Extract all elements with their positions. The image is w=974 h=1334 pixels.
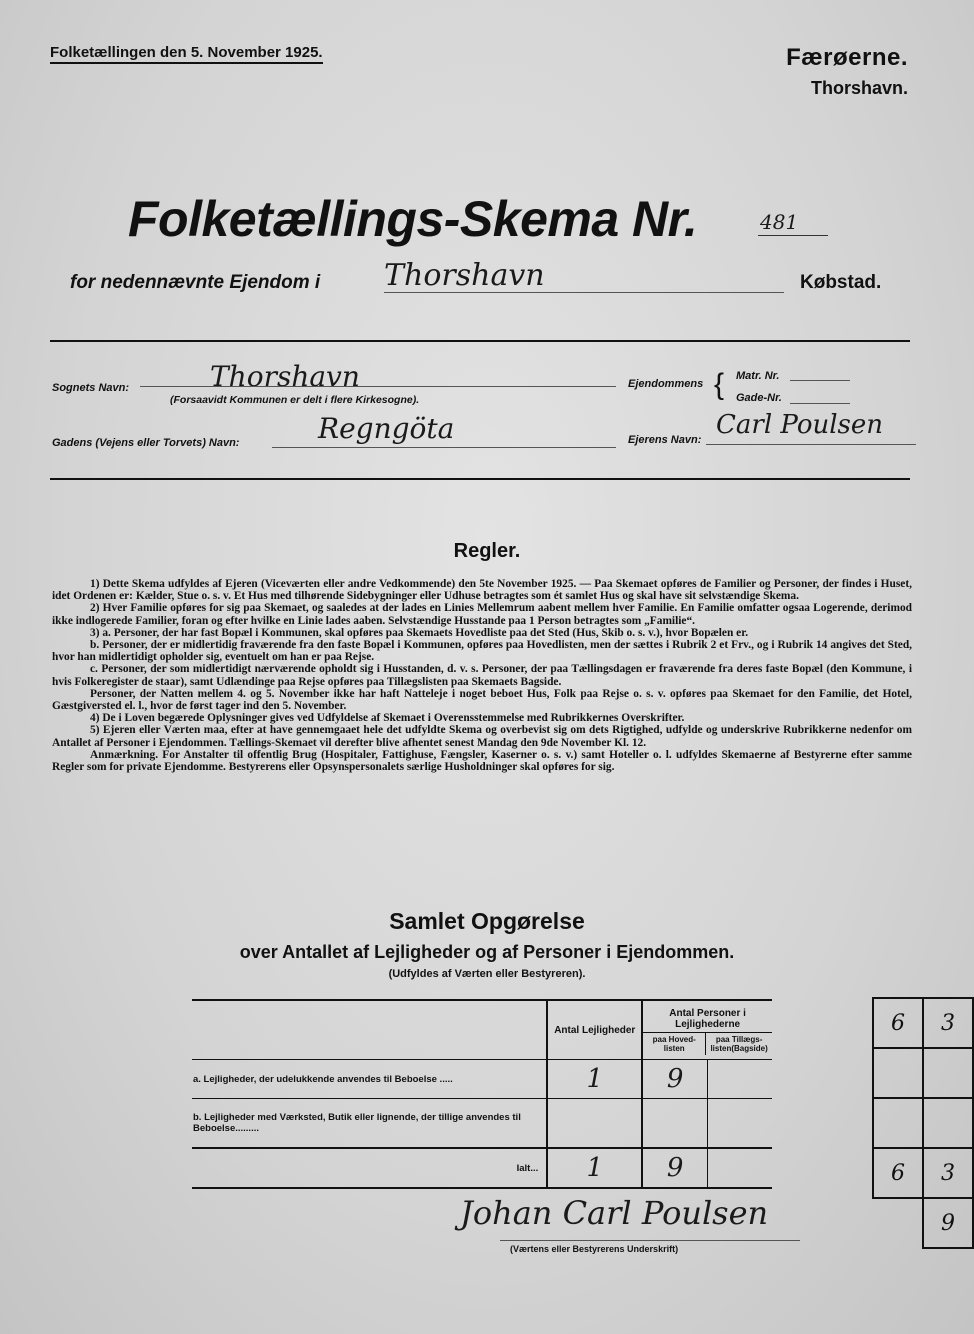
summary-note: (Udfyldes af Værten eller Bestyreren). bbox=[388, 968, 586, 980]
summary-header-empty bbox=[192, 1000, 547, 1060]
col-hovedlisten: paa Hoved-listen bbox=[643, 1033, 706, 1055]
ejendom-label: Ejendommens bbox=[628, 378, 704, 390]
tally-cell bbox=[873, 1098, 923, 1148]
col-tillaeg: paa Tillægs-listen(Bagside) bbox=[710, 1034, 768, 1053]
gade-label: Gadens (Vejens eller Torvets) Navn: bbox=[52, 437, 240, 449]
ejer-line bbox=[706, 444, 916, 445]
regler-paragraph: 5) Ejeren eller Værten maa, efter at have gennemgaaet hele det udfyldte Skema og overbevist sig om dets Rigtighed, udfylde og underskrive Rubrikkerne nedenfor om Antallet af Personer i Ejendommen. Tællings-Skemaet vil derefter blive afhentet senest Mandag den 9de November Kl. 12. bbox=[52, 724, 912, 749]
form-number: 481 bbox=[760, 210, 799, 234]
row-a-label: a. Lejligheder, der udelukkende anvendes til Beboelse ..... bbox=[193, 1073, 453, 1085]
summary-subtitle: over Antallet af Lejligheder og af Personer i Ejendommen. bbox=[239, 942, 735, 962]
summary-table bbox=[192, 999, 772, 1189]
tally-cell: 9 bbox=[923, 1198, 973, 1248]
row-b-label: b. Lejligheder med Værksted, Butik eller lignende, der tillige anvendes til Beboelse......... bbox=[193, 1112, 521, 1134]
ejer-value: Carl Poulsen bbox=[716, 410, 884, 440]
regler-paragraph: Personer, der Natten mellem 4. og 5. November ikke har haft Natteleje i noget beboet Hus, Folk paa Rejse o. s. v. opføres paa Skemaet for den Familie, det Hotel, Gæstgiversted el. l., hvor de først tager ind den 5. November. bbox=[52, 687, 912, 713]
gade-value: Regngöta bbox=[318, 412, 455, 445]
divider-top bbox=[50, 340, 910, 342]
tally-cell bbox=[923, 1098, 973, 1148]
gade-nr-label: Gade-Nr. bbox=[736, 392, 782, 404]
regler-paragraph: b. Personer, der er midlertidig fraværende fra den faste Bopæl i Kommunen, opføres paa Hovedlisten, men der sættes i Rubrik 2 et Frv., og i Rubrik 14 angives det Sted, hvor han midlertidigt opholder sig, eventuelt om han er paa Rejse. bbox=[52, 639, 912, 664]
sogn-value: Thorshavn bbox=[210, 360, 360, 393]
ejer-label: Ejerens Navn: bbox=[628, 434, 702, 446]
signature-line bbox=[500, 1240, 800, 1241]
census-date-header: Folketællingen den 5. November 1925. bbox=[50, 44, 323, 64]
row-b-tillaeg bbox=[708, 1099, 772, 1149]
summary-title: Samlet Opgørelse bbox=[389, 908, 585, 934]
location-line bbox=[384, 292, 784, 293]
regler-paragraph: 4) De i Loven begærede Oplysninger gives ved Udfyldelse af Skemaet i Overensstemmelse med Rubrikkernes Overskrifter. bbox=[90, 712, 685, 725]
divider-bottom bbox=[50, 478, 910, 480]
col-antal-personer: Antal Personer i Lejlighederne bbox=[643, 1006, 772, 1033]
row-a-lejligheder: 1 bbox=[547, 1060, 642, 1099]
regler-paragraph: Anmærkning. For Anstalter til offentlig Brug (Hospitaler, Fattighuse, Fængsler, Kaserner o. s. v.) samt Hoteller o. l. udfyldes Skemaerne af Bestyrerne efter samme Regler som for private Ejendomme. Bestyrerens eller Opsynspersonalets særlige Husholdninger skal opføres for sig. bbox=[52, 748, 912, 774]
tally-cell bbox=[873, 1048, 923, 1098]
row-a-tillaeg bbox=[708, 1060, 772, 1099]
tally-cell-empty bbox=[873, 1198, 923, 1248]
ialt-tillaeg bbox=[708, 1148, 772, 1188]
signature: Johan Carl Poulsen bbox=[460, 1194, 769, 1232]
tally-cell: 6 bbox=[873, 1148, 923, 1198]
gade-line bbox=[272, 447, 616, 448]
ialt-lejligheder: 1 bbox=[547, 1148, 642, 1188]
regler-title: Regler. bbox=[453, 540, 521, 562]
tally-cell bbox=[923, 1048, 973, 1098]
gade-nr-line bbox=[790, 403, 850, 404]
sogn-line bbox=[140, 386, 616, 387]
matr-line bbox=[790, 380, 850, 381]
regler-paragraph: 3) a. Personer, der har fast Bopæl i Kommunen, skal opføres paa Skemaets Hovedliste paa det Sted (Hus, Skib o. s. v.), hvor Bopælen er. bbox=[90, 626, 749, 639]
sogn-label: Sognets Navn: bbox=[52, 382, 130, 394]
row-a-personer: 9 bbox=[642, 1060, 707, 1099]
regler-text bbox=[52, 578, 912, 773]
form-title: Folketællings-Skema Nr. bbox=[128, 191, 698, 247]
tally-cell: 3 bbox=[923, 1148, 973, 1198]
regler-paragraph: c. Personer, der som midlertidigt nærværende opholdt sig i Husstanden, d. v. s. Personer, der paa Tællingsdagen er fraværende fra deres faste Bopæl (den Kommune, i hvis Folkeregister de staar), samt Udlændinge paa Rejse opføres paa Tillægslisten paa Skemaets Bagside. bbox=[52, 663, 912, 688]
location-handwritten: Thorshavn bbox=[384, 258, 545, 293]
col-antal-lejligheder: Antal Lejligheder bbox=[547, 1000, 642, 1060]
subtitle-prefix: for nedennævnte Ejendom i bbox=[70, 272, 321, 293]
side-tally-box bbox=[872, 997, 974, 1249]
kobstad-label: Købstad. bbox=[800, 272, 882, 293]
tally-cell: 3 bbox=[923, 998, 973, 1048]
brace-icon: { bbox=[714, 368, 725, 401]
form-number-line bbox=[758, 235, 828, 236]
sogn-note: (Forsaavidt Kommunen er delt i flere Kirkesogne). bbox=[170, 394, 420, 406]
tally-cell: 6 bbox=[873, 998, 923, 1048]
regler-paragraph: 2) Hver Familie opføres for sig paa Skemaet, og saaledes at der lades en Linies Mellemrum aabent mellem hver Familie. En Familie omfatter ogsaa Logerende, derimod ikke indlogerede Familier, foran og efter hvilke en Linie lades aaben. Selvstændige Husstande paa 1 Person betragtes som „Familie“. bbox=[52, 602, 912, 627]
region-header: Færøerne. bbox=[786, 44, 908, 71]
regler-paragraph: 1) Dette Skema udfyldes af Ejeren (Viceværten eller andre Vedkommende) den 5te November 1925. — Paa Skemaet opføres de Familier og Personer, der findes i Huset, idet Ordenen er: Kælder, Stue o. s. v. Et Hus med tilhørende Sidebygninger eller Udhuse betragtes som ét samlet Hus og skal have sit selvstændige Skema. bbox=[52, 578, 912, 603]
signature-caption: (Værtens eller Bestyrerens Underskrift) bbox=[510, 1244, 679, 1254]
ialt-label: Ialt... bbox=[516, 1162, 539, 1174]
col-antal-personer-cell bbox=[642, 1000, 772, 1060]
ialt-personer: 9 bbox=[642, 1148, 707, 1188]
town-header: Thorshavn. bbox=[810, 78, 908, 98]
row-b-lejligheder bbox=[547, 1099, 642, 1149]
row-b-personer bbox=[642, 1099, 707, 1149]
matr-label: Matr. Nr. bbox=[736, 370, 780, 382]
